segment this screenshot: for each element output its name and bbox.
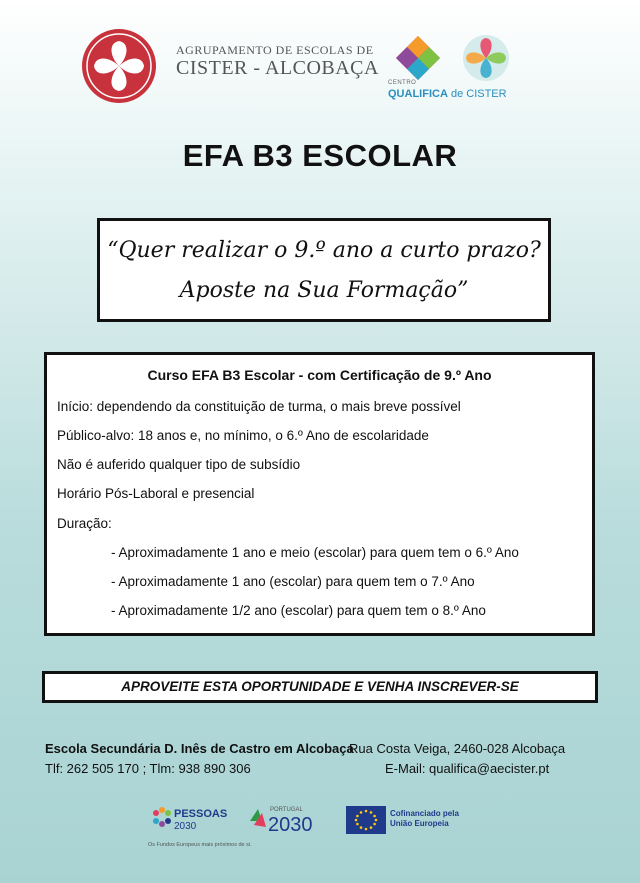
quote-box [97, 218, 551, 322]
school-name-line2: CISTER - ALCOBAÇA [176, 57, 379, 80]
school-name [176, 44, 379, 79]
footer-address: Rua Costa Veiga, 2460-028 Alcobaça [349, 741, 566, 756]
footer-email: E-Mail: qualifica@aecister.pt [385, 761, 550, 776]
quote-line2: Aposte na Sua Formação” [179, 278, 469, 303]
eu-line2: União Europeia [390, 819, 449, 828]
eu-line1: Cofinanciado pela [390, 809, 459, 818]
course-heading: Curso EFA B3 Escolar - com Certificação de 9.º Ano [147, 367, 492, 383]
school-name-line1: AGRUPAMENTO DE ESCOLAS DE [176, 43, 374, 57]
portugal-year: 2030 [268, 814, 313, 835]
qualifica-main: QUALIFICA [388, 88, 448, 100]
course-schedule: Horário Pós-Laboral e presencial [57, 486, 255, 501]
course-info-box [44, 352, 595, 636]
call-to-action: APROVEITE ESTA OPORTUNIDADE E VENHA INSCREVER-SE [42, 671, 598, 703]
pessoas-word: PESSOAS [174, 808, 228, 820]
qualifica-suffix: de CISTER [450, 88, 507, 100]
course-subsidy: Não é auferido qualquer tipo de subsídio [57, 457, 301, 472]
course-duration-label: Duração: [57, 516, 112, 531]
footer-phones: Tlf: 262 505 170 ; Tlm: 938 890 306 [45, 761, 251, 776]
qualifica-label [388, 88, 507, 100]
footer-school-name: Escola Secundária D. Inês de Castro em Alcobaça [45, 741, 354, 756]
portugal-word: PORTUGAL [270, 807, 303, 813]
pessoas-2030-logo [148, 803, 238, 839]
pessoas-year: 2030 [174, 821, 197, 832]
course-audience: Público-alvo: 18 anos e, no mínimo, o 6.º Ano de escolaridade [57, 428, 429, 443]
pessoas-caption: Os Fundos Europeus mais próximos de si. [148, 842, 252, 848]
duration-item: - Aproximadamente 1/2 ano (escolar) para quem tem o 8.º Ano [111, 603, 486, 618]
page-title: EFA B3 ESCOLAR [182, 138, 458, 173]
portugal-2030-logo [248, 801, 324, 835]
duration-item: - Aproximadamente 1 ano e meio (escolar) para quem tem o 6.º Ano [111, 545, 519, 560]
quote-line1: “Quer realizar o 9.º ano a curto prazo? [107, 238, 541, 263]
eu-text [390, 809, 459, 829]
duration-item: - Aproximadamente 1 ano (escolar) para quem tem o 7.º Ano [111, 574, 475, 589]
course-start: Início: dependendo da constituição de turma, o mais breve possível [57, 399, 461, 414]
qualifica-small-label: CENTRO [388, 80, 417, 86]
cister-seal-logo [80, 27, 158, 105]
